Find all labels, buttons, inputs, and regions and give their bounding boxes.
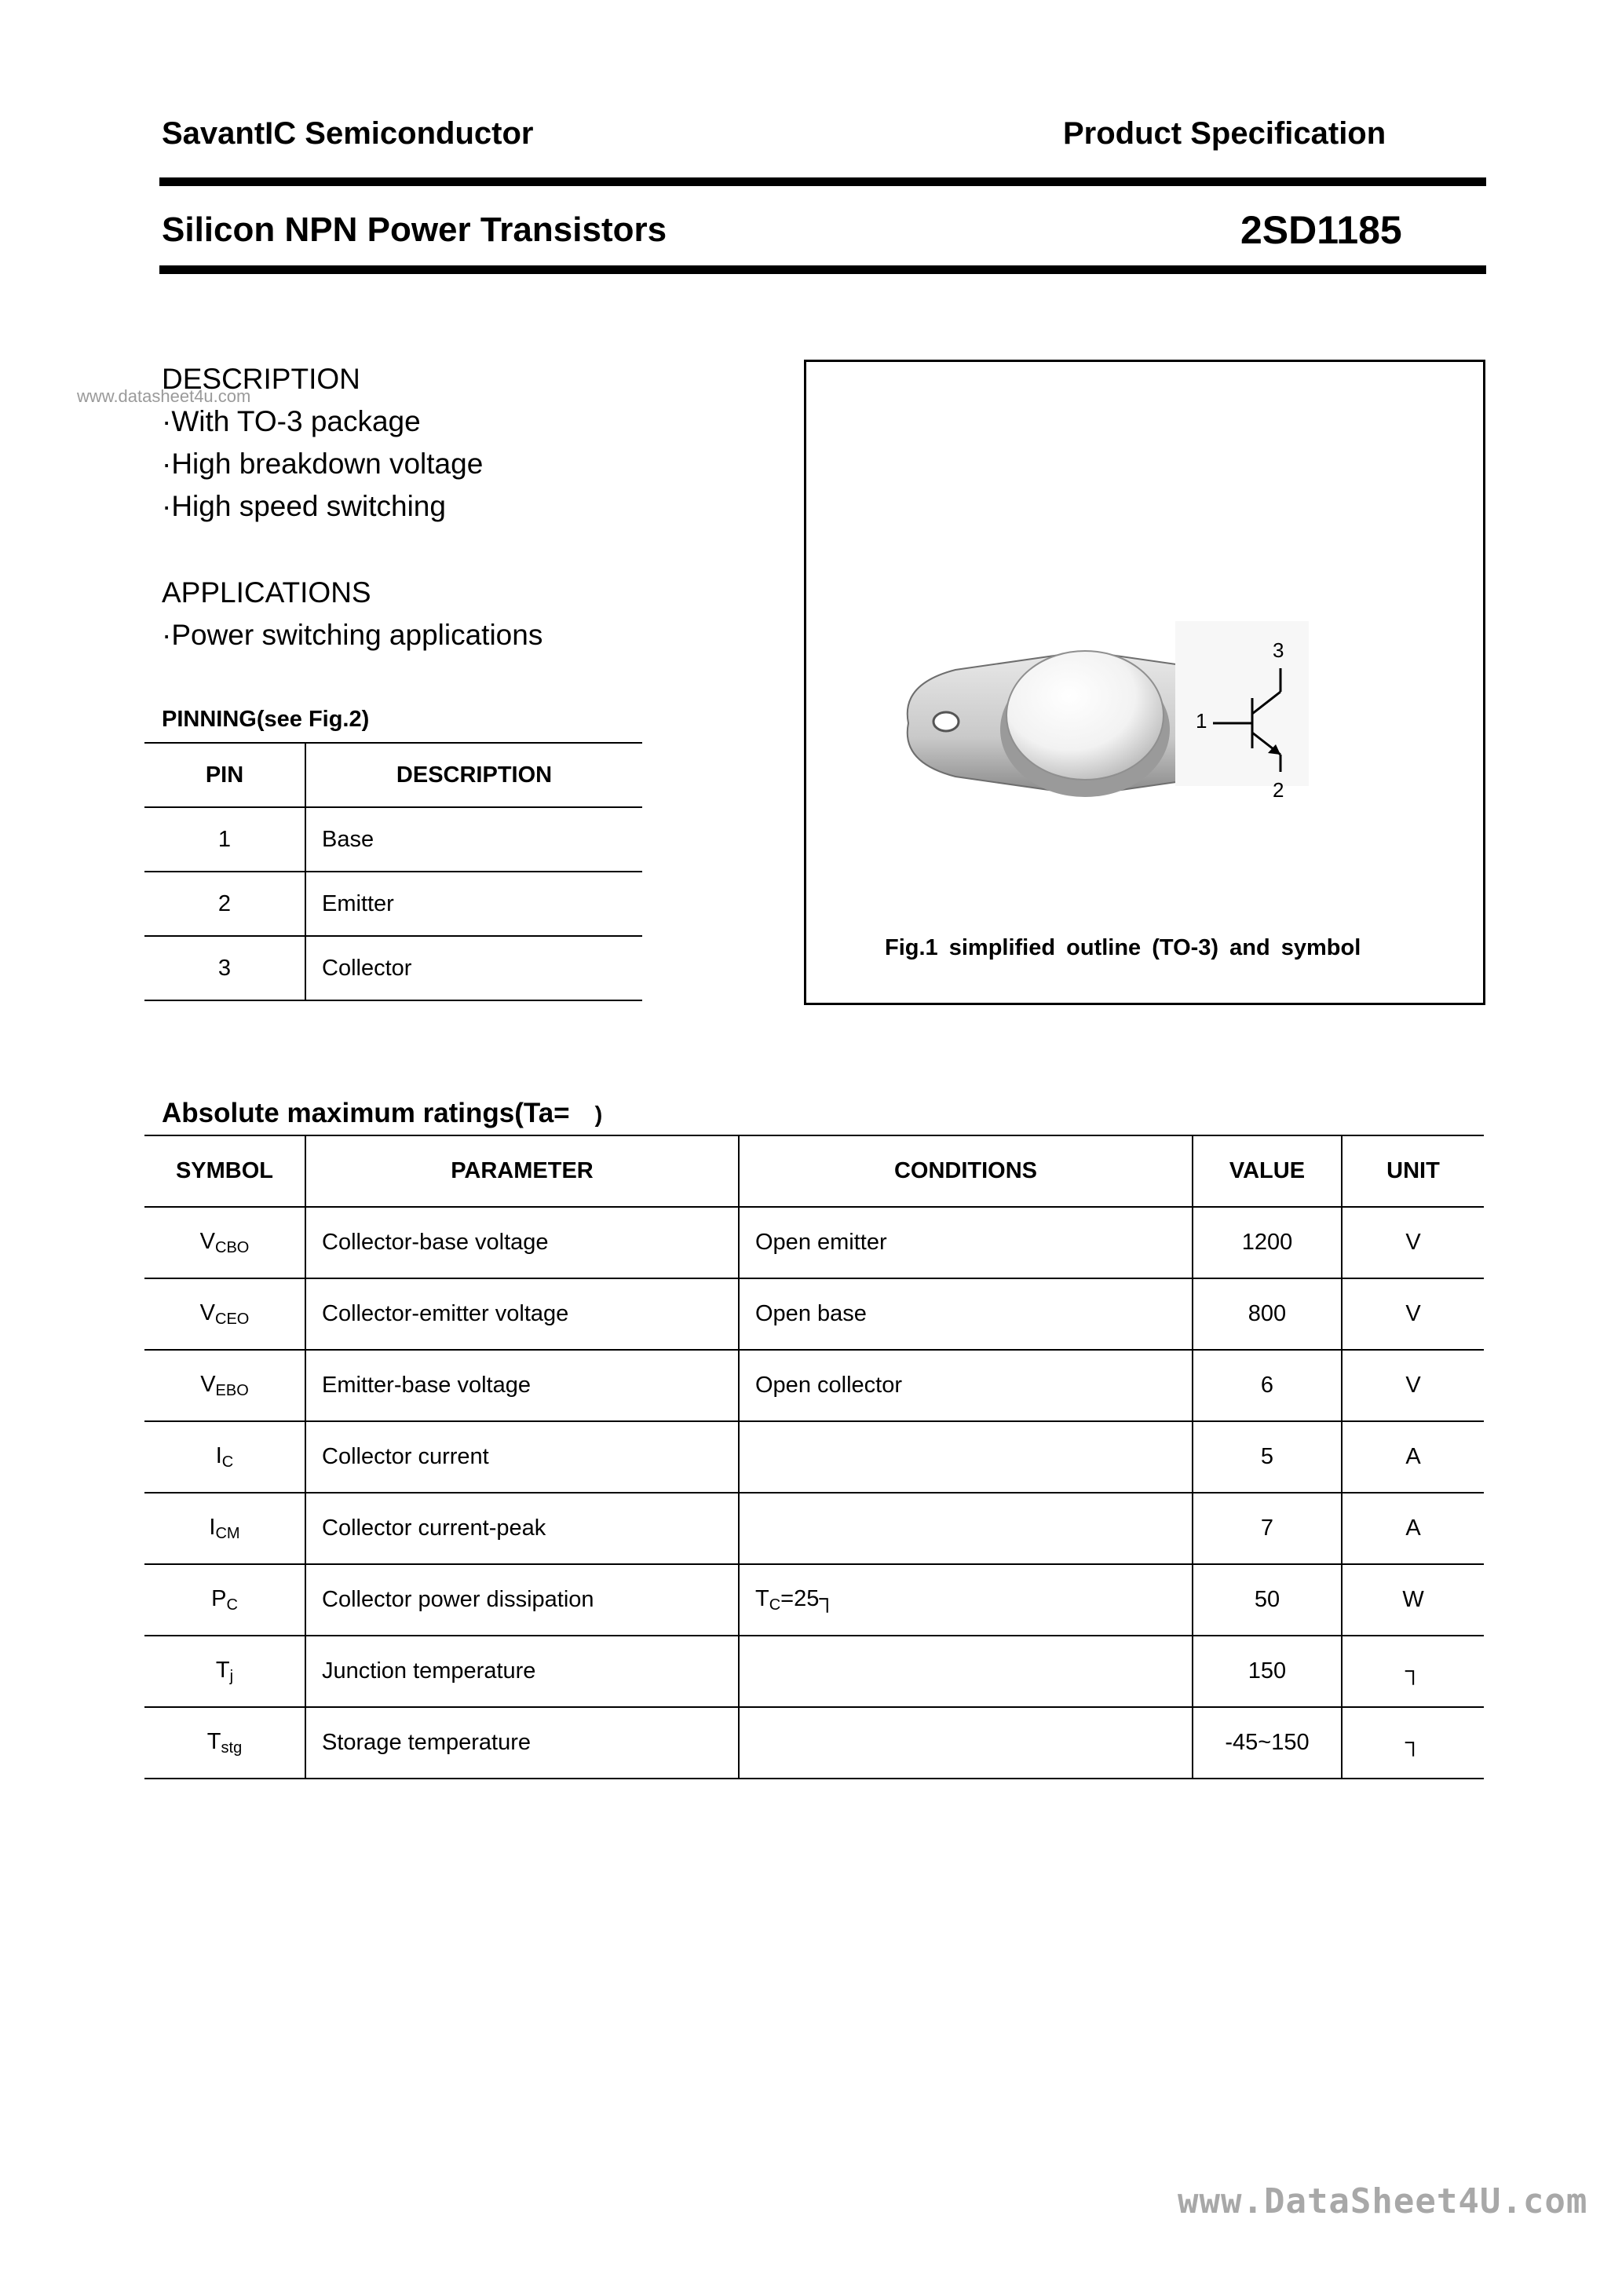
ratings-title (162, 1098, 602, 1129)
pinning-title: PINNING(see Fig.2) (162, 707, 370, 732)
parameter-cell: Collector current (305, 1421, 739, 1493)
table-header-row (144, 743, 642, 807)
parameter-cell: Collector-base voltage (305, 1207, 739, 1278)
conditions-cell: Open emitter (739, 1207, 1193, 1278)
unit-cell: ┐ (1342, 1636, 1484, 1707)
value-cell: 6 (1193, 1350, 1342, 1421)
unit-cell: V (1342, 1278, 1484, 1350)
symbol-cell (144, 1350, 305, 1421)
symbol-main: V (199, 1228, 215, 1254)
unit-cell: A (1342, 1493, 1484, 1564)
symbol-main: I (209, 1514, 216, 1540)
pin-number: 1 (144, 807, 305, 872)
applications-item: ·Power switching applications (162, 619, 543, 651)
doc-type: Product Specification (1063, 116, 1386, 151)
pin-header: PIN (144, 743, 305, 807)
symbol-main: T (206, 1728, 221, 1754)
ratings-title-text: Absolute maximum ratings(Ta= (162, 1098, 570, 1128)
parameter-cell: Junction temperature (305, 1636, 739, 1707)
symbol-sub: stg (221, 1738, 243, 1757)
table-row (144, 1350, 1484, 1421)
table-row (144, 1421, 1484, 1493)
parameter-cell: Emitter-base voltage (305, 1350, 739, 1421)
value-cell: 800 (1193, 1278, 1342, 1350)
value-header: VALUE (1193, 1135, 1342, 1207)
description-title: DESCRIPTION (162, 363, 360, 395)
symbol-main: I (215, 1442, 222, 1468)
pin-number: 2 (144, 872, 305, 936)
parameter-cell: Collector-emitter voltage (305, 1278, 739, 1350)
parameter-header: PARAMETER (305, 1135, 739, 1207)
conditions-cell (739, 1564, 1193, 1636)
unit-cell: V (1342, 1207, 1484, 1278)
table-row (144, 1564, 1484, 1636)
unit-cell: V (1342, 1350, 1484, 1421)
symbol-main: V (200, 1371, 216, 1397)
header-rule-top (159, 177, 1486, 186)
conditions-header: CONDITIONS (739, 1135, 1193, 1207)
conditions-cell: Open collector (739, 1350, 1193, 1421)
table-row (144, 807, 642, 872)
symbol-header: SYMBOL (144, 1135, 305, 1207)
conditions-cell: Open base (739, 1278, 1193, 1350)
applications-title: APPLICATIONS (162, 576, 371, 609)
unit-header: UNIT (1342, 1135, 1484, 1207)
conditions-cell (739, 1636, 1193, 1707)
table-row (144, 936, 642, 1000)
table-row (144, 1278, 1484, 1350)
table-row (144, 1707, 1484, 1779)
value-cell: 7 (1193, 1493, 1342, 1564)
parameter-cell: Collector current-peak (305, 1493, 739, 1564)
watermark-bottom: www.DataSheet4U.com (1178, 2181, 1588, 2221)
symbol-sub: CM (215, 1524, 240, 1542)
description-item: ·High breakdown voltage (162, 448, 484, 480)
symbol-sub: EBO (215, 1381, 249, 1399)
value-cell: 5 (1193, 1421, 1342, 1493)
symbol-cell (144, 1636, 305, 1707)
ratings-table (144, 1135, 1484, 1779)
table-row (144, 1493, 1484, 1564)
pinning-table (144, 742, 642, 1001)
unit-cell: A (1342, 1421, 1484, 1493)
symbol-cell (144, 1207, 305, 1278)
value-cell: 50 (1193, 1564, 1342, 1636)
header-rule-bottom (159, 265, 1486, 274)
figure-caption: Fig.1 simplified outline (TO-3) and symbol (885, 935, 1361, 960)
figure-box (804, 360, 1485, 1005)
pin-label-1: 1 (1196, 709, 1207, 733)
part-number: 2SD1185 (1240, 208, 1402, 252)
table-row (144, 872, 642, 936)
pin-number: 3 (144, 936, 305, 1000)
condition-sub: C (769, 1596, 781, 1614)
symbol-cell (144, 1278, 305, 1350)
ratings-title-end: ) (594, 1102, 603, 1128)
company-name: SavantIC Semiconductor (162, 116, 534, 151)
parameter-cell: Collector power dissipation (305, 1564, 739, 1636)
conditions-cell (739, 1421, 1193, 1493)
condition-value: =25┐ (780, 1585, 835, 1611)
symbol-main: T (215, 1657, 230, 1683)
parameter-cell: Storage temperature (305, 1707, 739, 1779)
symbol-cell (144, 1564, 305, 1636)
description-item: ·High speed switching (162, 490, 446, 522)
table-header-row (144, 1135, 1484, 1207)
symbol-main: V (199, 1300, 215, 1325)
symbol-main: P (211, 1585, 227, 1611)
symbol-cell (144, 1707, 305, 1779)
value-cell: 1200 (1193, 1207, 1342, 1278)
symbol-sub: C (226, 1596, 238, 1614)
unit-cell: W (1342, 1564, 1484, 1636)
value-cell: -45~150 (1193, 1707, 1342, 1779)
condition-symbol: T (755, 1585, 769, 1611)
symbol-sub: CBO (215, 1238, 250, 1256)
value-cell: 150 (1193, 1636, 1342, 1707)
symbol-cell (144, 1493, 305, 1564)
pin-description: Base (305, 807, 642, 872)
pin-description: Collector (305, 936, 642, 1000)
symbol-sub: C (221, 1453, 234, 1471)
conditions-cell (739, 1493, 1193, 1564)
pin-label-2: 2 (1273, 778, 1284, 802)
symbol-cell (144, 1421, 305, 1493)
pin-description: Emitter (305, 872, 642, 936)
npn-transistor-symbol-icon (806, 362, 1483, 1003)
table-row (144, 1636, 1484, 1707)
description-header: DESCRIPTION (305, 743, 642, 807)
table-row (144, 1207, 1484, 1278)
symbol-sub: CEO (215, 1310, 250, 1328)
watermark-top: www.datasheet4u.com (77, 386, 251, 406)
conditions-cell (739, 1707, 1193, 1779)
product-family: Silicon NPN Power Transistors (162, 210, 667, 249)
pin-label-3: 3 (1273, 638, 1284, 662)
symbol-sub: j (229, 1667, 234, 1685)
unit-cell: ┐ (1342, 1707, 1484, 1779)
description-item: ·With TO-3 package (162, 405, 421, 437)
